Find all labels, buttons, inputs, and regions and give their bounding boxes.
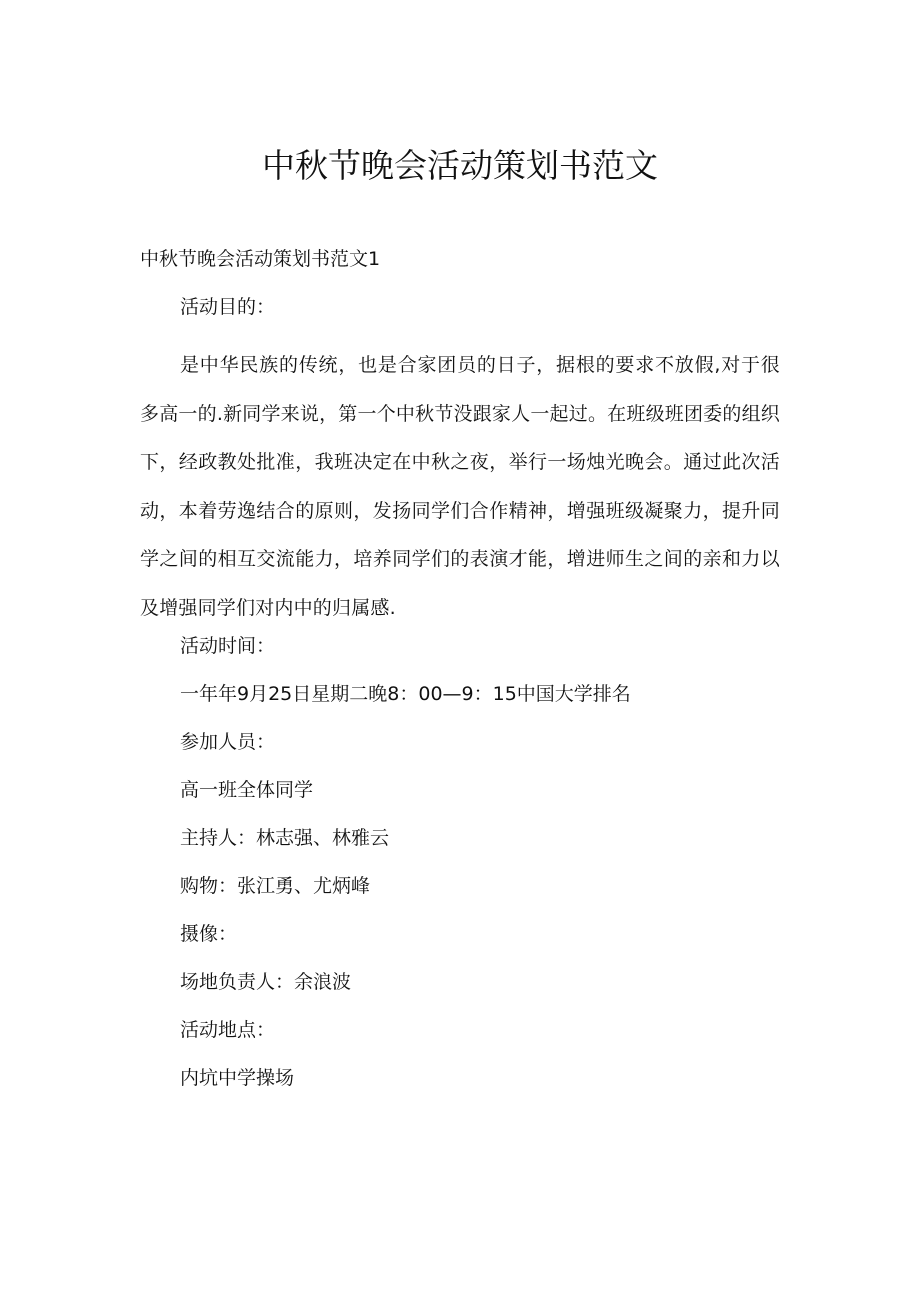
participants-label: 参加人员：	[180, 731, 276, 753]
purpose-paragraph: 是中华民族的传统，也是合家团员的日子，据根的要求不放假,对于很多高一的.新同学来说，第一个中秋节没跟家人一起过。在班级班团委的组织下，经政教处批准，我班决定在中秋之夜，举行一场烛光晚会。通过此次活动，本着劳逸结合的原则，发扬同学们合作精神，增强班级凝聚力，提升同学之间的相互交流能力，培养同学们的表演才能，增进师生之间的亲和力以及增强同学们对内中的归属感.	[140, 354, 780, 619]
photography-line: 摄像：	[180, 923, 238, 945]
document-subtitle: 中秋节晚会活动策划书范文1	[140, 248, 381, 270]
participants-value: 高一班全体同学	[180, 779, 314, 801]
hosts-line: 主持人：林志强、林雅云	[180, 827, 390, 849]
document-title: 中秋节晚会活动策划书范文	[262, 146, 658, 185]
time-value: 一年年9月25日星期二晚8：00—9：15中国大学排名	[180, 683, 631, 705]
location-label: 活动地点：	[180, 1019, 276, 1041]
shopping-line: 购物：张江勇、尤炳峰	[180, 875, 371, 897]
venue-manager-line: 场地负责人：余浪波	[180, 971, 352, 993]
location-value: 内坑中学操场	[180, 1067, 295, 1089]
time-label: 活动时间：	[180, 635, 276, 657]
purpose-label: 活动目的：	[180, 296, 276, 318]
